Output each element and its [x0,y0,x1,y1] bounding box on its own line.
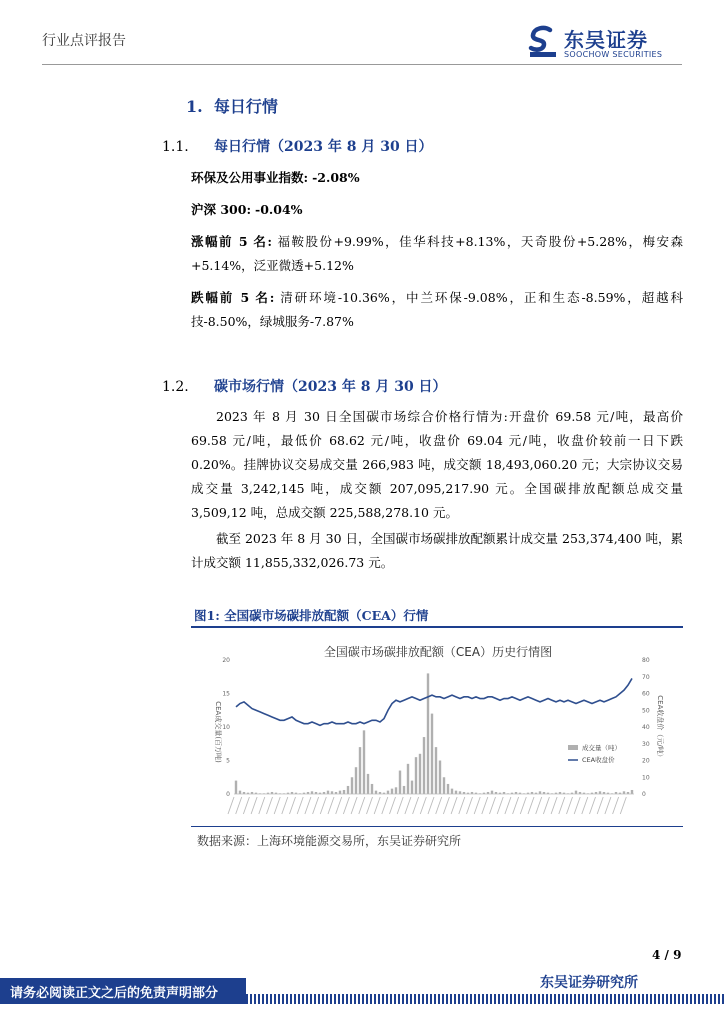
hs300-line [191,198,683,222]
disclaimer-bar [0,978,246,1004]
volume-bar [239,791,241,794]
index-value: -2.08% [312,170,360,185]
volume-bar [407,764,409,794]
left-axis-tick-label: 10 [222,724,230,731]
volume-bar [355,767,357,794]
chart-ylabel-left: CEA成交量(百万吨) [214,701,222,763]
section-1-1-heading [162,136,433,156]
company-logo [528,22,678,62]
left-axis-tick-label: 5 [226,757,230,765]
figure-top-rule [191,626,683,628]
volume-bar [491,791,493,794]
chart-background [196,632,680,824]
volume-bar [575,791,577,794]
header-divider [42,64,682,65]
cumulative-paragraph: 截至 2023 年 8 月 30 日，全国碳市场碳排放配额累计成交量 253,374,400 吨，累计成交额 11,855,332,026.73 元。 [191,531,683,570]
volume-bar [427,673,429,794]
volume-bar [399,771,401,794]
volume-bar [311,791,313,794]
volume-bar [331,791,333,794]
figure-title: 全国碳市场碳排放配额（CEA）行情 [224,608,429,623]
gainers-paragraph [191,230,683,278]
left-axis-tick-label: 20 [222,657,230,664]
right-axis-tick-label: 40 [642,724,650,731]
section-1-2-number: 1.2. [162,379,189,395]
cea-chart [196,632,680,824]
volume-bar [327,791,329,794]
figure-caption [194,606,428,624]
volume-bar [403,786,405,794]
volume-bar [415,757,417,794]
footer-stripes [246,994,724,1004]
volume-bar [395,787,397,794]
right-axis-tick-label: 50 [642,707,650,715]
legend-volume-swatch [568,745,578,750]
figure-label: 图1: [194,608,220,623]
figure-bottom-rule [191,826,683,827]
footer-org-name: 东吴证券研究所 [540,975,638,991]
legend-price-label: CEA收盘价 [582,756,615,764]
volume-bar [599,791,601,794]
right-axis-tick-label: 0 [642,791,646,798]
section-1-1-title: 每日行情（2023 年 8 月 30 日） [214,139,433,155]
volume-bar [347,786,349,794]
volume-bar [235,781,237,794]
gainers-text: 福鞍股份+9.99%，佳华科技+8.13%，天奇股份+5.28%，梅安森+5.14%，泛亚微透+5.12% [191,234,684,273]
section-1-title: 每日行情 [213,97,278,116]
logo-en-text: SOOCHOW SECURITIES [564,50,663,59]
volume-bar [447,784,449,794]
right-axis-tick-label: 30 [642,740,650,748]
right-axis-tick-label: 70 [642,673,650,681]
volume-bar [387,791,389,794]
report-type-label: 行业点评报告 [42,33,126,49]
right-axis-tick-label: 80 [642,657,650,664]
losers-text: 清研环境-10.36%，中兰环保-9.08%，正和生态-8.59%，超越科技-8.50%，绿城服务-7.87% [191,290,683,329]
section-1-heading [186,94,278,117]
logo-cn-text: 东吴证券 [564,28,648,52]
volume-bar [455,791,457,794]
losers-paragraph [191,286,683,334]
volume-bar [435,747,437,794]
left-axis-tick-label: 0 [226,791,230,798]
right-axis-tick-label: 20 [642,757,650,765]
volume-bar [375,791,377,794]
volume-bar [339,791,341,794]
volume-bar [343,790,345,794]
volume-bar [363,730,365,794]
volume-bar [367,774,369,794]
volume-bar [439,761,441,795]
section-1-2-heading [162,376,447,396]
volume-bar [419,754,421,794]
hs300-label: 沪深 300: [191,202,252,217]
volume-bar [423,737,425,794]
volume-bar [431,714,433,794]
volume-bar [631,790,633,794]
volume-bar [359,747,361,794]
figure-source: 数据来源：上海环境能源交易所，东吴证券研究所 [197,834,462,848]
company-logo-icon [528,24,558,58]
losers-label: 跌幅前 5 名: [191,290,275,305]
volume-bar [351,777,353,794]
index-label: 环保及公用事业指数: [191,170,309,185]
section-1-number: 1. [186,97,203,116]
right-axis-tick-label: 60 [642,690,650,698]
volume-bar [411,781,413,794]
right-axis-tick-label: 10 [642,774,650,782]
hs300-value: -0.04% [255,202,303,217]
chart-ylabel-right: CEA收盘价（元/吨） [656,695,664,761]
left-axis-tick-label: 15 [222,690,230,698]
chart-title: 全国碳市场碳排放配额（CEA）历史行情图 [323,645,553,659]
volume-bar [371,784,373,794]
disclaimer-text: 请务必阅读正文之后的免责声明部分 [10,986,219,1001]
volume-bar [391,789,393,794]
legend-volume-label: 成交量（吨） [582,744,621,752]
volume-bar [623,791,625,794]
section-1-2-title: 碳市场行情（2023 年 8 月 30 日） [214,379,447,395]
section-1-1-number: 1.1. [162,139,189,155]
carbon-market-paragraph: 2023 年 8 月 30 日全国碳市场综合价格行情为:开盘价 69.58 元/吨，最高价 69.58 元/吨，最低价 68.62 元/吨，收盘价 69.04 元/吨，收盘价较前一日下跌 0.20%。挂牌协议交易成交量 266,983 吨，成交额 18,493,060.20 元；大宗协议交易成交量 3,242,145 吨，成交额 207,095,217.90 元。全国碳排放配额总成交量 3,509,12 吨，总成交额 225,588,278.10 元。 [191,409,683,520]
gainers-label: 涨幅前 5 名: [191,234,273,249]
index-line [191,166,683,190]
page-number: 4 / 9 [652,948,682,962]
volume-bar [539,791,541,794]
volume-bar [459,791,461,794]
volume-bar [451,789,453,794]
volume-bar [443,777,445,794]
